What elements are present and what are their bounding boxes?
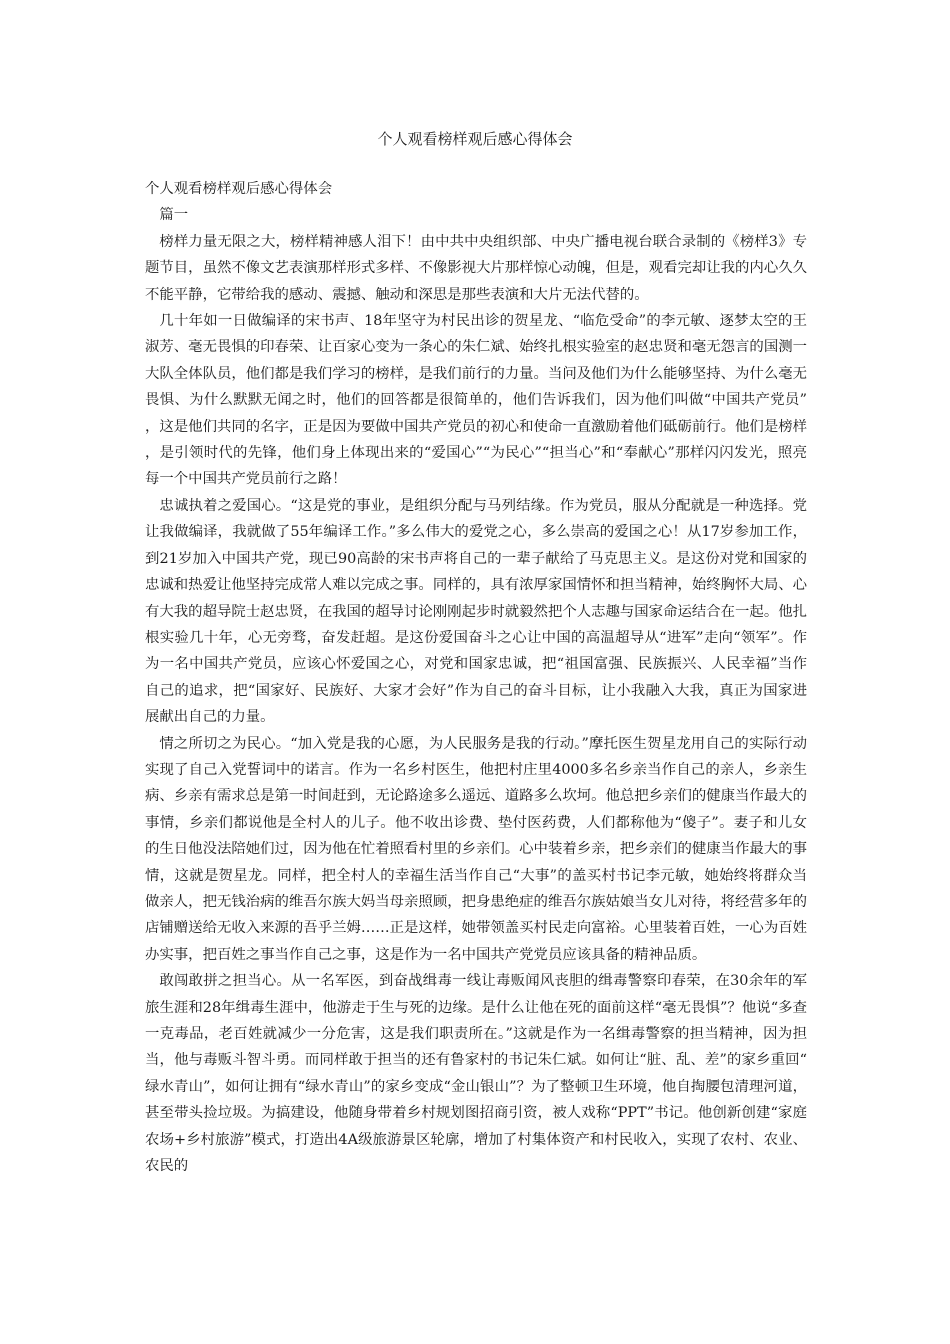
section-label: 篇一 (159, 207, 189, 224)
paragraph-3: 忠诚执着之爱国心。“这是党的事业，是组织分配与马列结缘。作为党员，服从分配就是一种选择。党让我做编译，我就做了55年编译工作。”多么伟大的爱党之心，多么崇高的爱国之心！从17岁参加工作，到21岁加入中国共产党，现已90高龄的宋书声将自己的一辈子献给了马克思主义。是这份对党和国家的忠诚和热爱让他坚持完成常人难以完成之事。同样的，具有浓厚家国情怀和担当精神，始终胸怀大局、心有大我的超导院士赵忠贤，在我国的超导讨论刚刚起步时就毅然把个人志趣与国家命运结合在一起。他扎根实验几十年，心无旁骛，奋发赶超。是这份爱国奋斗之心让中国的高温超导从“进军”走向“领军”。作为一名中国共产党员，应该心怀爱国之心，对党和国家忠诚，把“祖国富强、民族振兴、人民幸福”当作自己的追求，把“国家好、民族好、大家才会好”作为自己的奋斗目标，让小我融入大我，真正为国家进展献出自己的力量。 (145, 497, 807, 726)
document-body (145, 176, 807, 1179)
document-subtitle: 个人观看榜样观后感心得体会 (145, 181, 333, 197)
paragraph-5: 敢闯敢拼之担当心。从一名军医，到奋战缉毒一线让毒贩闻风丧胆的缉毒警察印春荣，在30余年的军旅生涯和28年缉毒生涯中，他游走于生与死的边缘。是什么让他在死的面前这样“毫无畏惧”？他说“多查一克毒品，老百姓就减少一分危害，这是我们职责所在。”这就是作为一名缉毒警察的担当精神，因为担当，他与毒贩斗智斗勇。而同样敢于担当的还有鲁家村的书记朱仁斌。如何让“脏、乱、差”的家乡重回“绿水青山”，如何让拥有“绿水青山”的家乡变成“金山银山”？为了整顿卫生环境，他自掏腰包清理河道，甚至带头捡垃圾。为搞建设，他随身带着乡村规划图招商引资，被人戏称“PPT”书记。他创新创建“家庭农场+乡村旅游”模式，打造出4A级旅游景区轮廓，增加了村集体资产和村民收入，实现了农村、农业、农民的 (145, 973, 807, 1175)
paragraph-4: 情之所切之为民心。“加入党是我的心愿，为人民服务是我的行动。”摩托医生贺星龙用自己的实际行动实现了自己入党誓词中的诺言。作为一名乡村医生，他把村庄里4000多名乡亲当作自己的亲人，乡亲生病、乡亲有需求总是第一时间赶到，无论路途多么遥远、道路多么坎坷。他总把乡亲们的健康当作最大的事情，乡亲们都说他是全村人的儿子。他不收出诊费、垫付医药费，人们都称他为“傻子”。妻子和儿女的生日他没法陪她们过，因为他在忙着照看村里的乡亲们。心中装着乡亲，把乡亲们的健康当作最大的事情，这就是贺星龙。同样，把全村人的幸福生活当作自己“大事”的盖买村书记李元敏，她始终将群众当做亲人，把无钱治病的维吾尔族大妈当母亲照顾，把身患绝症的维吾尔族姑娘当女儿对待，将经营多年的店铺赠送给无收入来源的吾乎兰姆……正是这样，她带领盖买村民走向富裕。心里装着百姓，一心为百姓办实事，把百姓之事当作自己之事，这是作为一名中国共产党党员应该具备的精神品质。 (145, 735, 807, 963)
paragraph-2: 几十年如一日做编译的宋书声、18年坚守为村民出诊的贺星龙、“临危受命”的李元敏、逐梦太空的王淑芳、毫无畏惧的印春荣、让百家心变为一条心的朱仁斌、始终扎根实验室的赵忠贤和毫无怨言的国测一大队全体队员，他们都是我们学习的榜样，是我们前行的力量。当问及他们为什么能够坚持、为什么毫无畏惧、为什么默默无闻之时，他们的回答都是很简单的，他们告诉我们，因为他们叫做“中国共产党员”，这是他们共同的名字，正是因为要做中国共产党员的初心和使命一直激励着他们砥砺前行。他们是榜样，是引领时代的先锋，他们身上体现出来的“爱国心”“为民心”“担当心”和“奉献心”那样闪闪发光，照亮每一个中国共产党员前行之路！ (145, 313, 807, 488)
paragraph-1: 榜样力量无限之大，榜样精神感人泪下！由中共中央组织部、中央广播电视台联合录制的《榜样3》专题节目，虽然不像文艺表演那样形式多样、不像影视大片那样惊心动魄，但是，观看完却让我的内心久久不能平静，它带给我的感动、震撼、触动和深思是那些表演和大片无法代替的。 (145, 233, 807, 303)
document-title: 个人观看榜样观后感心得体会 (377, 130, 573, 148)
